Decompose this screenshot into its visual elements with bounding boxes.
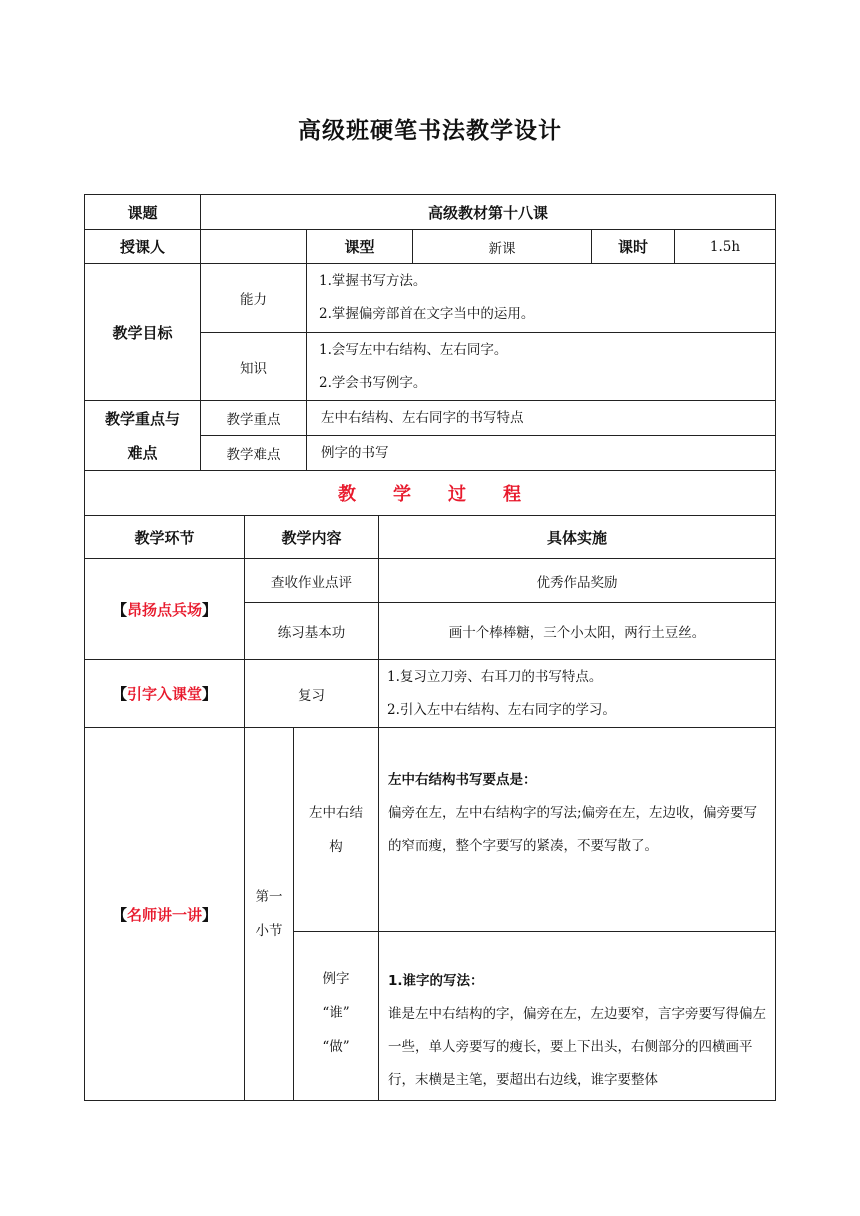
knowledge-item: 1.会写左中右结构、左右同字。: [319, 341, 508, 358]
sub2-label-line: “谁”: [322, 1005, 350, 1021]
goals-section: [84, 263, 776, 401]
section-label-line: 第一: [255, 889, 283, 905]
class-hours-label: 课时: [591, 229, 675, 264]
focus-label-line: 教学重点与: [104, 409, 180, 428]
bracket-right: 】: [202, 685, 218, 703]
section-label: [244, 727, 294, 1101]
col-stage-header: 教学环节: [84, 515, 245, 559]
stage2-impl: [378, 659, 776, 728]
bracket-right: 】: [202, 905, 218, 924]
sub2-label-line: 例字: [322, 971, 350, 987]
stage1-section: [84, 558, 776, 660]
sub2-label-line: “做”: [322, 1039, 350, 1055]
knowledge-items: [306, 332, 776, 401]
topic-label: 课题: [84, 194, 201, 230]
sub2-label: [293, 931, 379, 1101]
process-char: 过: [448, 484, 467, 505]
col-impl-header: 具体实施: [378, 515, 776, 559]
stage2-name: 引字入课堂: [126, 685, 202, 703]
process-char: 程: [503, 484, 522, 505]
process-char: 学: [393, 484, 412, 505]
stage1-content-1: 查收作业点评: [244, 558, 379, 603]
ability-label: 能力: [200, 263, 307, 333]
teacher-value: [200, 229, 307, 264]
stage1-content-2: 练习基本功: [244, 602, 379, 660]
knowledge-label: 知识: [200, 332, 307, 401]
process-banner: [84, 470, 776, 516]
focus-label: [84, 400, 201, 471]
sub1-content: [378, 727, 776, 932]
bracket-left: 【: [111, 685, 127, 703]
class-hours-value: 1.5h: [674, 229, 776, 264]
topic-row: [84, 194, 776, 230]
section-label-line: 小节: [255, 923, 283, 939]
process-banner-row: [84, 470, 776, 516]
stage2-label: [84, 659, 245, 728]
difficulty-label: 教学难点: [200, 435, 307, 471]
sub1-label-line: 左中右结: [309, 804, 363, 821]
stage3-section: [84, 727, 776, 1101]
bracket-right: 】: [202, 600, 218, 619]
stage2-content: 复习: [244, 659, 379, 728]
bracket-left: 【: [111, 905, 127, 924]
sub1-heading: 左中右结构书写要点是：: [388, 772, 537, 788]
teacher-label: 授课人: [84, 229, 201, 264]
bracket-left: 【: [111, 600, 127, 619]
stage3-name: 名师讲一讲: [126, 905, 202, 924]
stage2-impl-item: 2.引入左中右结构、左右同字的学习。: [387, 701, 616, 718]
stage2-impl-item: 1.复习立刀旁、右耳刀的书写特点。: [387, 668, 603, 685]
process-header-row: [84, 515, 776, 559]
topic-value: 高级教材第十八课: [200, 194, 776, 230]
stage1-name: 昂扬点兵场: [126, 600, 202, 619]
process-char: 教: [338, 484, 357, 505]
stage1-label: [84, 558, 245, 660]
ability-item: 2.掌握偏旁部首在文字当中的运用。: [319, 306, 535, 322]
sub2-content: [378, 931, 776, 1101]
key-point-value: 左中右结构、左右同字的书写特点: [306, 400, 776, 436]
teacher-row: [84, 229, 776, 264]
sub2-heading: 1.谁字的写法：: [388, 973, 484, 989]
course-type-value: 新课: [412, 229, 592, 264]
stage3-label: [84, 727, 245, 1101]
ability-item: 1.掌握书写方法。: [319, 273, 427, 289]
key-point-label: 教学重点: [200, 400, 307, 436]
stage1-impl-1: 优秀作品奖励: [378, 558, 776, 603]
sub1-text: 偏旁在左，左中右结构字的写法;偏旁在左，左边收，偏旁要写的窄而瘦，整个字要写的紧凑，不要写散了。: [388, 805, 758, 854]
stage1-impl-2: 画十个棒棒糖，三个小太阳，两行土豆丝。: [378, 602, 776, 660]
knowledge-item: 2.学会书写例字。: [319, 374, 427, 391]
sub1-label-line: 构: [329, 838, 343, 855]
stage2-section: [84, 659, 776, 728]
focus-section: [84, 400, 776, 471]
sub1-label: [293, 727, 379, 932]
goals-label: 教学目标: [84, 263, 201, 401]
focus-label-line: 难点: [127, 443, 158, 462]
difficulty-value: 例字的书写: [306, 435, 776, 471]
document-title: 高级班硬笔书法教学设计: [298, 118, 562, 144]
sub2-text: 谁是左中右结构的字，偏旁在左，左边要窄，言字旁要写得偏左一些，单人旁要写的瘦长，要上下出头，右侧部分的四横画平行，末横是主笔，要超出右边线，谁字要整体: [388, 1006, 766, 1088]
ability-items: [306, 263, 776, 333]
course-type-label: 课型: [306, 229, 413, 264]
col-content-header: 教学内容: [244, 515, 379, 559]
